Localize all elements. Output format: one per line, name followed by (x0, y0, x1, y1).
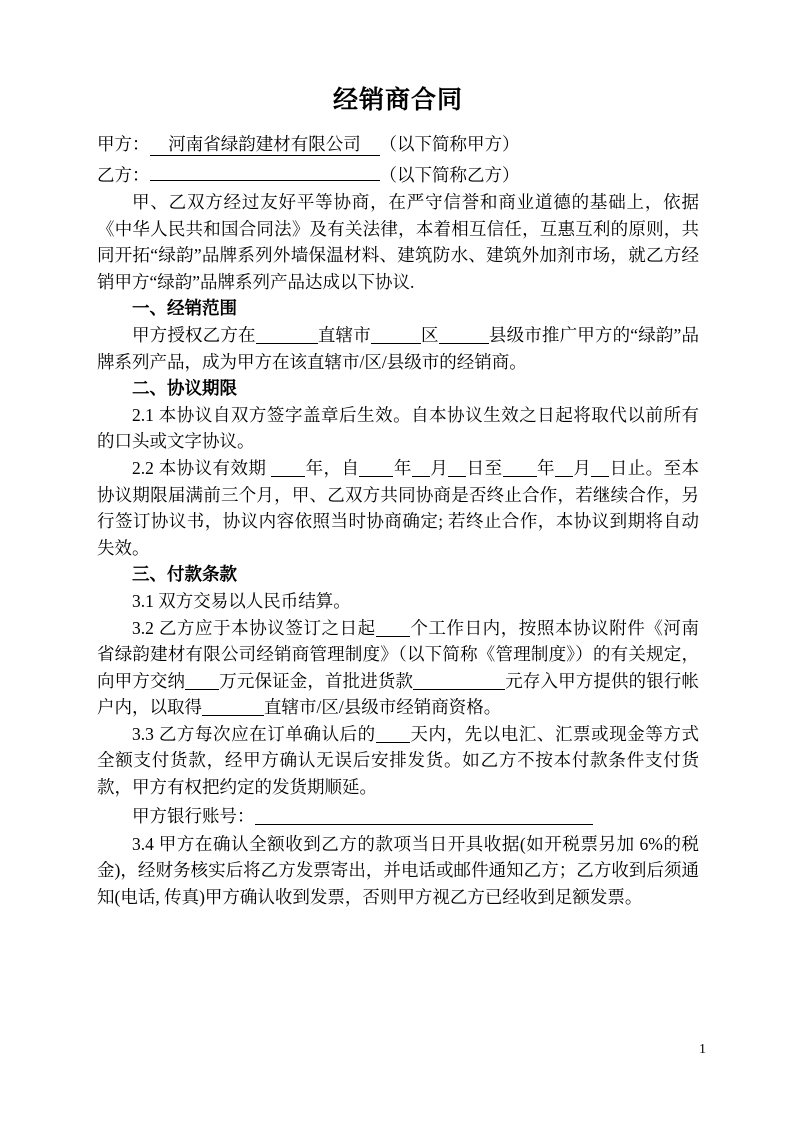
paragraph-text: 甲方授权乙方在 (132, 324, 256, 345)
paragraph-text: 万元保证金，首批进货款 (219, 670, 414, 691)
fill-in-blank[interactable] (271, 459, 305, 477)
fill-in-blank[interactable] (202, 698, 264, 716)
section-paragraph (97, 615, 699, 721)
paragraph-text: 区 (420, 324, 439, 345)
page-number: 1 (699, 1042, 706, 1057)
document-body (97, 84, 699, 910)
page-title: 经销商合同 (332, 87, 463, 114)
party-b-suffix: （以下简称乙方） (379, 165, 520, 185)
closing-paragraph: 3.4 甲方在确认全额收到乙方的款项当日开具收据(如开税票另加 6%的税金)，经财务核实后将乙方发票寄出，并电话或邮件通知乙方；乙方收到后须通知(电话, 传真)甲方确认收到发票，否则甲方视乙方已经收到足额发票。 (97, 833, 699, 907)
fill-in-blank[interactable] (185, 672, 219, 690)
party-a-suffix: （以下简称甲方） (379, 134, 520, 154)
party-a-line (97, 130, 699, 158)
section-paragraph (97, 588, 699, 615)
fill-in-blank[interactable] (413, 672, 505, 690)
paragraph-text: 天内，先以电汇、汇票或现金等方式全额支付货款，经甲方确认无误后安排发货。如乙方不按本付款条件支付货款，甲方有权把约定的发货期顺延。 (97, 723, 700, 798)
fill-in-blank[interactable] (256, 326, 318, 344)
sections-container (97, 295, 699, 800)
section-heading: 一、经销范围 (132, 298, 237, 319)
fill-in-blank[interactable] (439, 326, 489, 344)
bank-account-label: 甲方银行账号： (132, 805, 255, 826)
fill-in-blank[interactable] (359, 459, 393, 477)
paragraph-text: 月 (572, 457, 592, 478)
preamble-paragraph: 甲、乙双方经过友好平等协商，在严守信誉和商业道德的基础上，依据《中华人民共和国合同法》及有关法律，本着相互信任，互惠互利的原则，共同开拓“绿韵”品牌系列外墙保温材料、建筑防水、建筑外加剂市场，就乙方经销甲方“绿韵”品牌系列产品达成以下协议. (97, 192, 699, 292)
section-paragraph (97, 455, 699, 561)
paragraph-text: 2.2 本协议有效期 (132, 457, 272, 478)
fill-in-blank[interactable] (503, 459, 537, 477)
party-b-line (97, 158, 699, 189)
section-paragraph (97, 402, 699, 455)
paragraph-text: 日至 (466, 457, 503, 478)
bank-account-line (97, 801, 699, 831)
fill-in-blank[interactable] (448, 459, 466, 477)
fill-in-blank[interactable] (376, 725, 410, 743)
bank-account-field[interactable] (255, 806, 593, 825)
fill-in-blank[interactable] (555, 459, 573, 477)
fill-in-blank[interactable] (412, 459, 430, 477)
party-a-label: 甲方： (97, 134, 150, 154)
paragraph-text: 2.1 本协议自双方签字盖章后生效。自本协议生效之日起将取代以前所有的口头或文字协议。 (97, 404, 699, 452)
section-paragraph (97, 721, 699, 801)
paragraph-text: 年 (536, 457, 555, 478)
paragraph-text: 年 (393, 457, 412, 478)
party-a-field[interactable]: 河南省绿韵建材有限公司 (150, 133, 380, 156)
paragraph-text: 3.3 乙方每次应在订单确认后的 (132, 723, 376, 744)
paragraph-text: 直辖市/区/县级市经销商资格。 (264, 697, 502, 718)
section-heading: 三、付款条款 (132, 564, 237, 585)
fill-in-blank[interactable] (376, 619, 410, 637)
paragraph-text: 3.2 乙方应于本协议签订之日起 (132, 617, 376, 638)
paragraph-text: 个工作日内，按照本协议附件《河南省绿韵建材有限公司经销商管理制度》（以下简称《管理制度》）的有关规定，向甲方交纳 (97, 617, 700, 691)
paragraph-text: 3.1 双方交易以人民币结算。 (132, 590, 351, 611)
section-paragraph (97, 322, 699, 375)
paragraph-text: 元存入甲方提供的银行帐户内，以取得 (97, 670, 699, 718)
paragraph-text: 月 (429, 457, 449, 478)
paragraph-text: 年，自 (305, 457, 360, 478)
paragraph-text: 日止。至本协议期限届满前三个月，甲、乙双方共同协商是否终止合作，若继续合作，另行签订协议书，协议内容依照当时协商确定; 若终止合作，本协议到期将自动失效。 (97, 457, 700, 558)
party-b-field[interactable] (150, 158, 380, 181)
paragraph-text: 直辖市 (317, 324, 371, 345)
fill-in-blank[interactable] (591, 459, 609, 477)
party-b-label: 乙方： (97, 165, 150, 185)
paragraph-text: 县级市推广甲方的“绿韵”品牌系列产品，成为甲方在该直辖市/区/县级市的经销商。 (97, 324, 699, 372)
section-heading: 二、协议期限 (132, 378, 237, 399)
fill-in-blank[interactable] (371, 326, 421, 344)
